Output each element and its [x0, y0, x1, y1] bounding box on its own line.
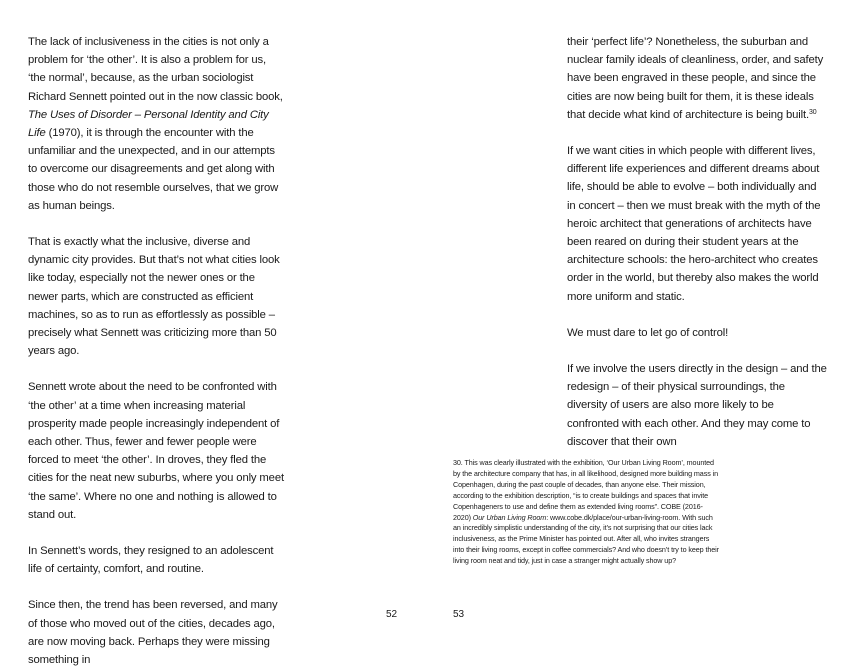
left-page: [0, 0, 425, 667]
left-page-text: [28, 33, 286, 669]
paragraph: their ‘perfect life’? Nonetheless, the suburban and nuclear family ideals of cleanliness, order, and safety have been engraved in these people, and since the cities are now being built for them, it is these ideals that decide what kind of architecture is being built.$^{30}$: [567, 36, 824, 121]
right-page: [425, 0, 850, 652]
paragraph: We must dare to let go of control!: [567, 326, 729, 339]
paragraph: If we want cities in which people with different lives, different life experiences and different dreams about life, should be able to evolve – both individually and in concert – then we must break with the myth of the heroic architect that generations of architects have been reared on during their student years at the architecture schools: the hero-architect who creates order in the world, but thereby also makes the world more uniform and static.: [567, 145, 821, 303]
page-number: 53: [453, 609, 465, 620]
paragraph: Sennett wrote about the need to be confronted with ‘the other’ at a time when increasing material prosperity made people increasingly independent of each other. Thus, fewer and fewer people were forced to meet ‘the other’. In droves, they fled the cities for the neat new suburbs, where you only meet ‘the same’. Where no one and nothing is allowed to stand out.: [28, 381, 284, 521]
paragraph: Since then, the trend has been reversed, and many of those who moved out of the cities, decades ago, are now moving back. Perhaps they were missing something in: [28, 599, 278, 667]
page-number: 52: [386, 609, 398, 620]
paragraph: If we involve the users directly in the design – and the redesign – of their physical surroundings, the diversity of users are also more likely to be confronted with each other. And they may come to discover that their own: [567, 363, 827, 448]
footnote-reference: 30: [808, 108, 817, 116]
footnote: 30. This was clearly illustrated with the exhibition, ‘Our Urban Living Room’, mounted by the architecture company that has, in all likelihood, designed more building mass in Copenhagen, during the past couple of decades, than anyone else. Their mission, according to the exhibition description, “is to create buildings and spaces that invite Copenhageners to use and define them as extended living rooms”. COBE (2016-2020) Our Urban Living Room: www.cobe.dk/place/our-urban-living-room. With such an incredibly simplistic understanding of the city, it’s not surprising that our cities lack inclusiveness, as the Prime Minister has pointed out. After all, who invites strangers into their living rooms, except in coffee commercials? And who doesn’t try to keep their living room neat and tidy, just in case a stranger might actually show up?: [453, 458, 719, 566]
right-page-text: [567, 33, 827, 451]
paragraph: That is exactly what the inclusive, diverse and dynamic city provides. But that’s not what cities look like today, especially not the newer ones or the newer parts, which are constructed as efficient machines, so as to run as effortlessly as possible – precisely what Sennett was criticizing more than 50 years ago.: [28, 236, 280, 358]
paragraph: In Sennett’s words, they resigned to an adolescent life of certainty, comfort, and routine.: [28, 545, 274, 576]
exhibition-title: Our Urban Living Room: [472, 512, 547, 522]
book-title: The Uses of Disorder – Personal Identity and City Life: [28, 108, 269, 140]
paragraph: The lack of inclusiveness in the cities is not only a problem for ‘the other’. It is also a problem for us, ‘the normal’, because, as the urban sociologist Richard Sennett pointed out in the now classic book, The Uses of Disorder – Personal Identity and City Life (1970), it is through the encounter with the unfamiliar and the unexpected, and in our attempts to overcome our disagreements and get along with those who do not resemble ourselves, that we grow as human beings.: [28, 36, 283, 212]
